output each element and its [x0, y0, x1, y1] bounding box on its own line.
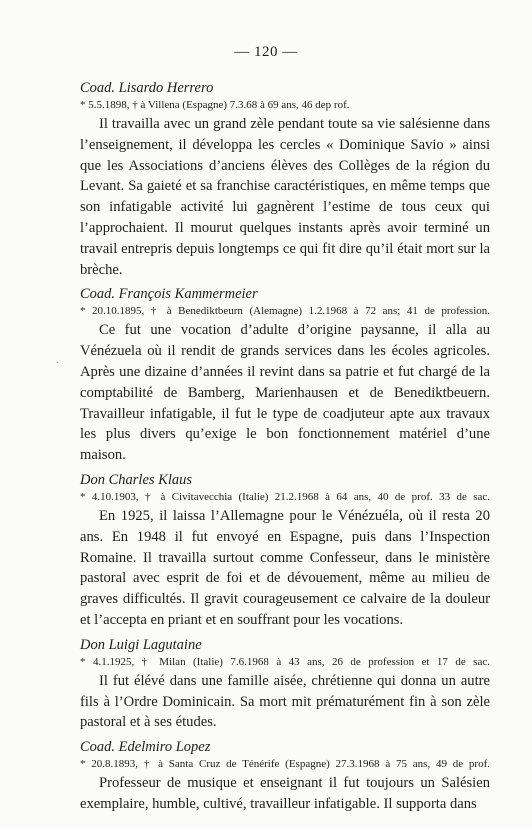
entry-dates: * 20.10.1895, † à Benediktbeurn (Alemagne) 1.2.1968 à 72 ans; 41 de profession.: [80, 305, 490, 318]
entry-dates: * 20.8.1893, † à Santa Cruz de Ténérife (Espagne) 27.3.1968 à 75 ans, 49 de prof.: [80, 758, 490, 771]
entry-name: Coad. Lisardo Herrero: [80, 80, 214, 96]
obituary-entry: [80, 79, 490, 280]
entry-name: Don Charles Klaus: [80, 471, 192, 488]
entry-body: Professeur de musique et enseignant il fut toujours un Salésien exemplaire, humble, cultivé, travailleur infatigable. Il supporta dans: [80, 775, 490, 812]
entry-name: Coad. François Kammermeier: [80, 286, 258, 303]
obituary-entry: [80, 471, 490, 631]
entry-body: Il travailla avec un grand zèle pendant toute sa vie salésienne dans l’enseignement, il développa les cercles « Dominique Savio » ainsi que les Associations d’anciens élèves des Collèges de la région du Levant. Sa gaieté et sa franchise caractéristiques, en même temps que son infatigable activité lui gagnèrent l’estime de tous ceux qui l’approchaient. Il mourut quelques instants après avoir terminé un travail entrepris depuis longtemps ce qui fit dire qu’il était mort sur la brèche.: [80, 116, 490, 278]
entry-body: Ce fut une vocation d’adulte d’origine paysanne, il alla au Vénézuela où il rendit de grands services dans les écoles agricoles. Après une dizaine d’années il revint dans sa patrie et fut chargé de la comptabilité de Bamberg, Marienhausen et de Benediktbeuern. Travailleur infatigable, il fut le type de coadjuteur apte aux travaux les plus divers qu’exige le bon fonctionnement matériel d’une maison.: [80, 322, 490, 464]
entry-dates: * 5.5.1898, † à Villena (Espagne) 7.3.68 à 69 ans, 46 dep rof.: [80, 99, 350, 111]
entry-name: Coad. Edelmiro Lopez: [80, 739, 211, 756]
page-number: — 120 —: [234, 44, 298, 60]
entry-dates: * 4.10.1903, † à Civitavecchia (Italie) 21.2.1968 à 64 ans, 40 de prof. 33 de sac.: [80, 490, 490, 503]
page-content: [80, 79, 490, 820]
obituary-entry: [80, 636, 490, 733]
obituary-entry: [80, 738, 490, 815]
entry-body: Il fut élévé dans une famille aisée, chrétienne qui donna un autre fils à l’Ordre Dominicain. Sa mort mit prématurément fin à son zèle pastoral et à ses études.: [80, 672, 490, 731]
margin-mark: ·: [56, 358, 60, 369]
entry-body: En 1925, il laissa l’Allemagne pour le Vénézuéla, où il resta 20 ans. En 1948 il fut envoyé en Espagne, puis dans l’Inspection Romaine. Il travailla surtout comme Confesseur, dans le ministère pastoral avec esprit de foi et de dévouement, même au milieu de graves difficultés. Il gravit courageusement ce calvaire de la douleur et l’accepta en priant et en souffrant pour les vocations.: [80, 507, 490, 628]
obituary-entry: [80, 285, 490, 466]
entry-name: Don Luigi Lagutaine: [80, 636, 202, 653]
entry-dates: * 4.1.1925, † Milan (Italie) 7.6.1968 à 43 ans, 26 de profession et 17 de sac.: [80, 655, 490, 668]
